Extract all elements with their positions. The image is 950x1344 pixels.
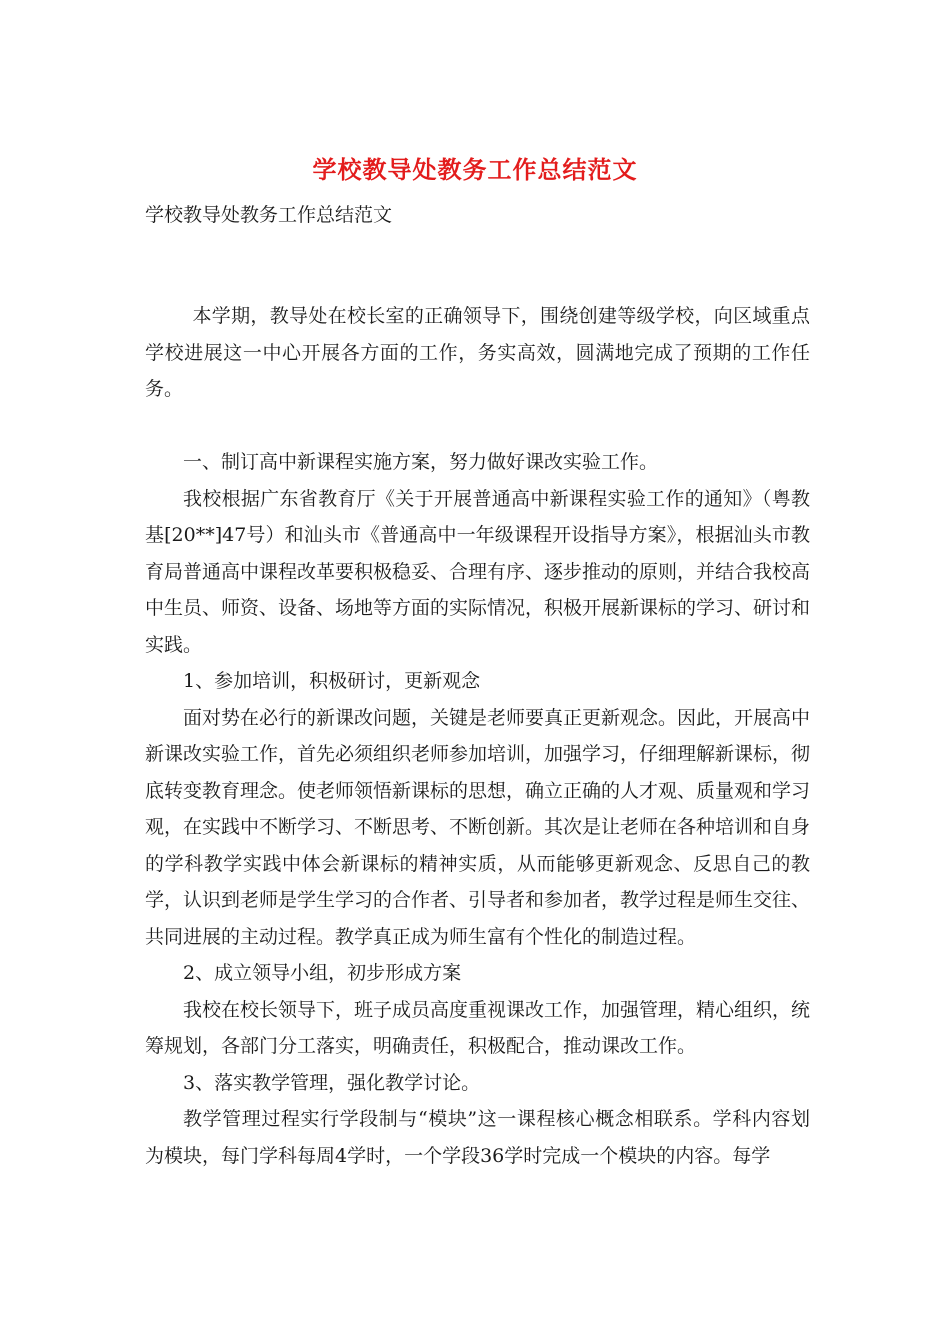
- document-subtitle: 学校教导处教务工作总结范文: [145, 204, 393, 226]
- intro-paragraph: 本学期，教导处在校长室的正确领导下，围绕创建等级学校，向区域重点学校进展这一中心开展各方面的工作，务实高效，圆满地完成了预期的工作任务。: [145, 305, 810, 400]
- body-paragraph: 我校根据广东省教育厅《关于开展普通高中新课程实验工作的通知》（粤教基[20**]47号）和汕头市《普通高中一年级课程开设指导方案》，根据汕头市教育局普通高中课程改革要积极稳妥、合理有序、逐步推动的原则，并结合我校高中生员、师资、设备、场地等方面的实际情况，积极开展新课标的学习、研讨和实践。: [145, 487, 811, 656]
- body-paragraph: 我校在校长领导下，班子成员高度重视课改工作，加强管理，精心组织，统筹规划，各部门分工落实，明确责任，积极配合，推动课改工作。: [145, 998, 811, 1057]
- document-title: 学校教导处教务工作总结范文: [312, 155, 638, 184]
- body-paragraph: 教学管理过程实行学段制与“模块”这一课程核心概念相联系。学科内容划为模块，每门学科每周4学时，一个学段36学时完成一个模块的内容。每学: [145, 1108, 810, 1167]
- document-body: [145, 298, 810, 1174]
- subsection-heading: 3、落实教学管理，强化教学讨论。: [183, 1071, 481, 1094]
- subsection-heading: 2、成立领导小组，初步形成方案: [183, 962, 462, 984]
- body-paragraph: 面对势在必行的新课改问题，关键是老师要真正更新观念。因此，开展高中新课改实验工作，首先必须组织老师参加培训，加强学习，仔细理解新课标，彻底转变教育理念。使老师领悟新课标的思想，确立正确的人才观、质量观和学习观，在实践中不断学习、不断思考、不断创新。其次是让老师在各种培训和自身的学科教学实践中体会新课标的精神实质，从而能够更新观念、反思自己的教学，认识到老师是学生学习的合作者、引导者和参加者，教学过程是师生交往、共同进展的主动过程。教学真正成为师生富有个性化的制造过程。: [145, 706, 811, 948]
- section-heading: 一、制订高中新课程实施方案，努力做好课改实验工作。: [183, 451, 659, 473]
- subsection-heading: 1、参加培训，积极研讨，更新观念: [183, 670, 481, 692]
